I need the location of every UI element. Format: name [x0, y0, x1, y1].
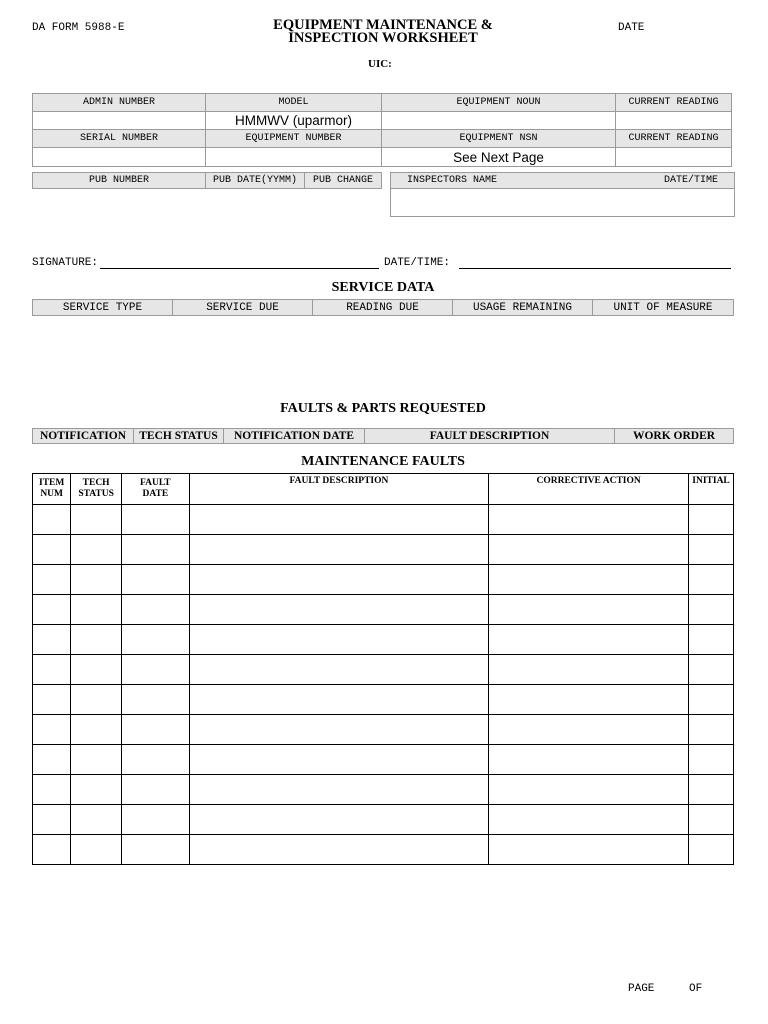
table-row [33, 685, 734, 715]
initial-cell[interactable] [689, 625, 734, 655]
table-row [33, 715, 734, 745]
fault-date-cell[interactable] [121, 835, 189, 865]
initial-cell[interactable] [689, 775, 734, 805]
table-row [33, 805, 734, 835]
form-title-line2: INSPECTION WORKSHEET [288, 30, 478, 46]
pub-date-header: PUB DATE(YYMM) [205, 172, 305, 189]
equipment-nsn-header: EQUIPMENT NSN [381, 129, 616, 148]
notification-date-header: NOTIFICATION DATE [223, 428, 365, 444]
corrective-action-cell[interactable] [489, 505, 689, 535]
initial-cell[interactable] [689, 805, 734, 835]
fault-description-cell[interactable] [189, 685, 488, 715]
equipment-number-field[interactable] [205, 147, 382, 167]
table-row [33, 505, 734, 535]
model-header: MODEL [205, 93, 382, 112]
initial-cell[interactable] [689, 535, 734, 565]
fault-date-cell[interactable] [121, 775, 189, 805]
admin-number-field[interactable] [32, 111, 206, 130]
item-num-cell[interactable] [33, 835, 71, 865]
fault-description-cell[interactable] [189, 715, 488, 745]
tech-status-cell[interactable] [71, 565, 122, 595]
tech-status-cell[interactable] [71, 835, 122, 865]
fault-description-header: FAULT DESCRIPTION [364, 428, 615, 444]
equipment-number-header: EQUIPMENT NUMBER [205, 129, 382, 148]
table-row [33, 625, 734, 655]
table-row [33, 655, 734, 685]
item-num-cell[interactable] [33, 715, 71, 745]
serial-number-field[interactable] [32, 147, 206, 167]
serial-number-header: SERIAL NUMBER [32, 129, 206, 148]
item-num-cell[interactable] [33, 505, 71, 535]
inspector-datetime-label: DATE/TIME [663, 175, 718, 186]
fault-date-cell[interactable] [121, 745, 189, 775]
initial-cell[interactable] [689, 595, 734, 625]
fault-date-cell[interactable] [121, 505, 189, 535]
fault-date-cell[interactable] [121, 805, 189, 835]
fault-description-cell[interactable] [189, 535, 488, 565]
fault-description-cell[interactable] [189, 775, 488, 805]
tech-status-cell[interactable] [71, 625, 122, 655]
current-reading-header-2: CURRENT READING [615, 129, 732, 148]
current-reading-header-1: CURRENT READING [615, 93, 732, 112]
corrective-action-cell[interactable] [489, 655, 689, 685]
table-row [33, 535, 734, 565]
fault-description-cell[interactable] [189, 505, 488, 535]
fault-date-cell[interactable] [121, 625, 189, 655]
tech-status-cell[interactable] [71, 745, 122, 775]
fault-date-cell[interactable] [121, 595, 189, 625]
form-id: DA FORM 5988-E [32, 22, 125, 34]
signature-label: SIGNATURE: [32, 257, 99, 269]
reading-due-header: READING DUE [312, 299, 453, 316]
service-data-title: SERVICE DATA [331, 280, 435, 295]
tech-status-cell[interactable] [71, 655, 122, 685]
fault-date-cell[interactable] [121, 535, 189, 565]
item-num-cell[interactable] [33, 625, 71, 655]
table-row [33, 835, 734, 865]
initial-cell[interactable] [689, 505, 734, 535]
item-num-cell[interactable] [33, 685, 71, 715]
usage-remaining-header: USAGE REMAINING [452, 299, 593, 316]
tech-status-cell[interactable] [71, 775, 122, 805]
corrective-action-cell[interactable] [489, 685, 689, 715]
fault-date-cell[interactable] [121, 565, 189, 595]
corrective-action-cell[interactable] [489, 715, 689, 745]
corrective-action-cell[interactable] [489, 595, 689, 625]
equipment-nsn-field[interactable]: See Next Page [381, 147, 616, 167]
service-type-header: SERVICE TYPE [32, 299, 173, 316]
fault-date-cell[interactable] [121, 715, 189, 745]
initial-header: INITIAL [689, 474, 734, 505]
model-field[interactable]: HMMWV (uparmor) [205, 111, 382, 130]
tech-status-cell[interactable] [71, 595, 122, 625]
corrective-action-header: CORRECTIVE ACTION [489, 474, 689, 505]
corrective-action-cell[interactable] [489, 535, 689, 565]
inspector-entry-field[interactable] [390, 188, 735, 217]
fault-description-cell[interactable] [189, 625, 488, 655]
corrective-action-cell[interactable] [489, 565, 689, 595]
tech-status-cell[interactable] [71, 535, 122, 565]
signature-datetime-line[interactable] [459, 268, 731, 269]
initial-cell[interactable] [689, 835, 734, 865]
fault-date-cell[interactable] [121, 655, 189, 685]
unit-of-measure-header: UNIT OF MEASURE [592, 299, 734, 316]
corrective-action-cell[interactable] [489, 835, 689, 865]
work-order-header: WORK ORDER [614, 428, 734, 444]
corrective-action-cell[interactable] [489, 805, 689, 835]
current-reading-field-1[interactable] [615, 111, 732, 130]
uic-label: UIC: [368, 58, 392, 70]
notification-header: NOTIFICATION [32, 428, 134, 444]
fault-description-cell[interactable] [189, 745, 488, 775]
fault-description-cell[interactable] [189, 805, 488, 835]
tech-status-cell[interactable] [71, 505, 122, 535]
tech-status-header: TECH STATUS [133, 428, 224, 444]
pub-number-header: PUB NUMBER [32, 172, 206, 189]
fault-description-cell[interactable] [189, 655, 488, 685]
equipment-noun-field[interactable] [381, 111, 616, 130]
table-row [33, 595, 734, 625]
signature-line[interactable] [100, 268, 379, 269]
initial-cell[interactable] [689, 745, 734, 775]
pub-change-header: PUB CHANGE [304, 172, 382, 189]
item-num-cell[interactable] [33, 745, 71, 775]
of-label: OF [689, 983, 703, 995]
equipment-noun-header: EQUIPMENT NOUN [381, 93, 616, 112]
table-row [33, 745, 734, 775]
initial-cell[interactable] [689, 565, 734, 595]
page-label: PAGE [628, 983, 655, 995]
maintenance-faults-table [32, 473, 734, 865]
maintenance-faults-title: MAINTENANCE FAULTS [301, 454, 465, 469]
table-row [33, 775, 734, 805]
initial-cell[interactable] [689, 685, 734, 715]
tech-status-cell[interactable] [71, 805, 122, 835]
initial-cell[interactable] [689, 655, 734, 685]
faults-parts-title: FAULTS & PARTS REQUESTED [280, 401, 486, 416]
fault-description-cell[interactable] [189, 565, 488, 595]
fault-description-col-header: FAULT DESCRIPTION [189, 474, 488, 505]
item-num-cell[interactable] [33, 535, 71, 565]
item-num-cell[interactable] [33, 775, 71, 805]
service-due-header: SERVICE DUE [172, 299, 313, 316]
corrective-action-cell[interactable] [489, 775, 689, 805]
tech-status-cell[interactable] [71, 685, 122, 715]
corrective-action-cell[interactable] [489, 625, 689, 655]
fault-description-cell[interactable] [189, 595, 488, 625]
fault-description-cell[interactable] [189, 835, 488, 865]
admin-number-header: ADMIN NUMBER [32, 93, 206, 112]
tech-status-cell[interactable] [71, 715, 122, 745]
corrective-action-cell[interactable] [489, 745, 689, 775]
table-row [33, 565, 734, 595]
inspector-header [390, 172, 735, 189]
item-num-cell[interactable] [33, 565, 71, 595]
form-title-line1: EQUIPMENT MAINTENANCE & [273, 17, 493, 33]
form-title [230, 19, 536, 45]
date-label: DATE [618, 22, 645, 34]
item-num-cell[interactable] [33, 595, 71, 625]
current-reading-field-2[interactable] [615, 147, 732, 167]
signature-datetime-label: DATE/TIME: [384, 257, 451, 269]
item-num-cell[interactable] [33, 805, 71, 835]
maintenance-faults-header-row [33, 474, 734, 505]
fault-date-cell[interactable] [121, 685, 189, 715]
fault-date-header: FAULT DATE [121, 474, 189, 505]
item-num-cell[interactable] [33, 655, 71, 685]
inspectors-name-label: INSPECTORS NAME [407, 175, 498, 186]
initial-cell[interactable] [689, 715, 734, 745]
tech-status-col-header: TECH STATUS [71, 474, 122, 505]
item-num-header: ITEM NUM [33, 474, 71, 505]
